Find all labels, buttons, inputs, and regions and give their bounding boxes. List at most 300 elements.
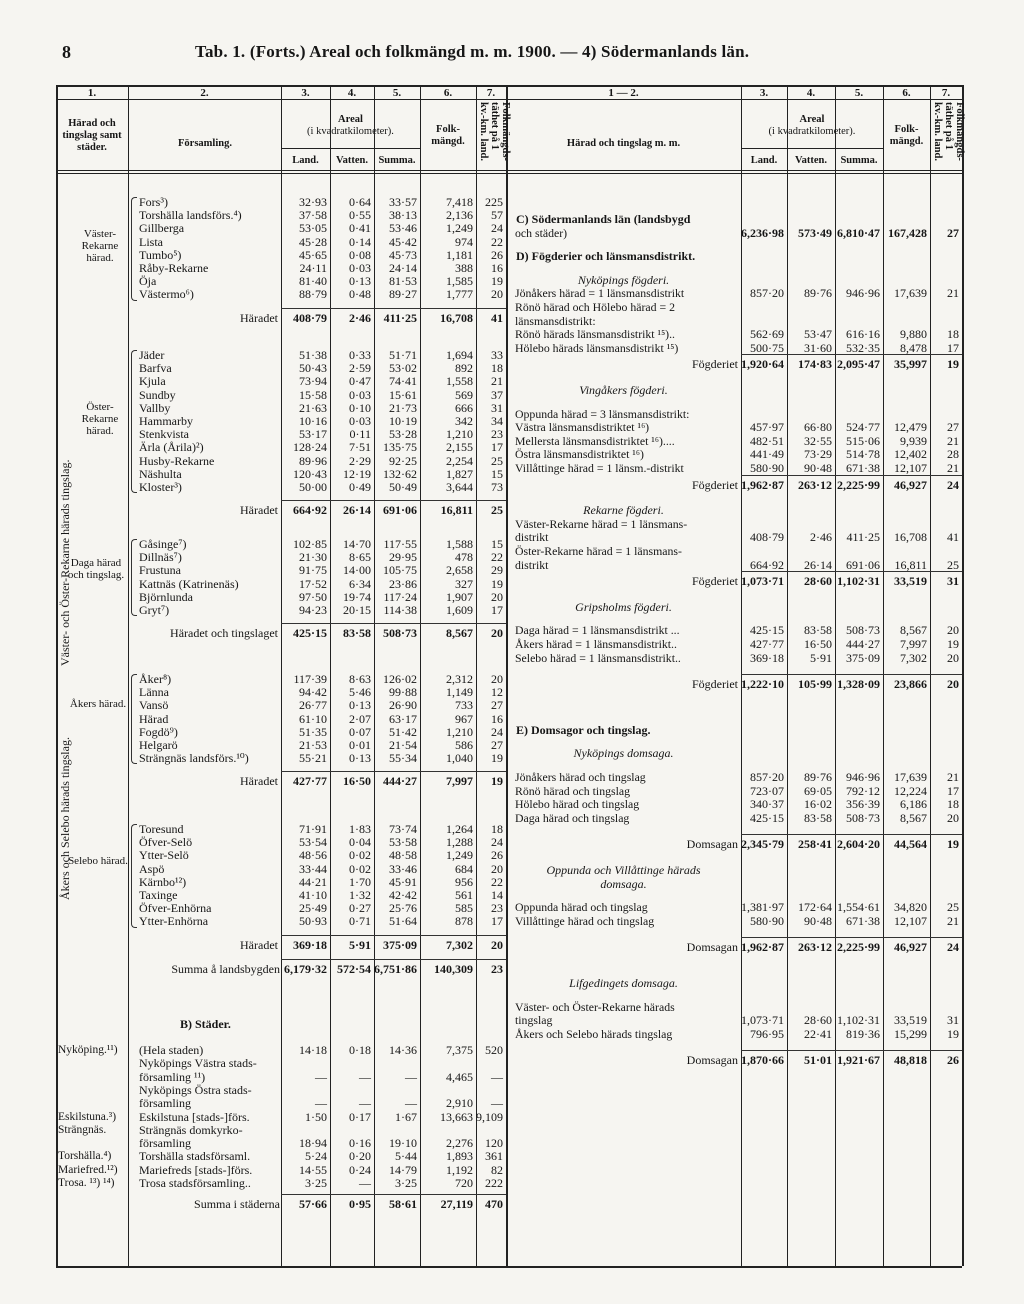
cell-value: 27 bbox=[491, 698, 503, 713]
parish-name: Sundby bbox=[139, 387, 176, 402]
cell-value: 508·73 bbox=[846, 810, 880, 825]
group-brace bbox=[131, 539, 137, 616]
cell-value: 14·70 bbox=[343, 537, 371, 551]
cell-value: 5·91 bbox=[348, 937, 371, 952]
cell-value: 132·62 bbox=[383, 466, 417, 481]
cell-value: 340·37 bbox=[750, 797, 784, 812]
header-rule bbox=[506, 170, 962, 171]
cell-value: 117·55 bbox=[383, 537, 417, 551]
cell-value: 0·10 bbox=[349, 400, 371, 415]
header-summa: Summa. bbox=[378, 155, 416, 166]
district-name: Mellersta länsmansdistriktet ¹⁶).... bbox=[515, 433, 675, 448]
cell-value: 117·39 bbox=[293, 672, 327, 686]
cell-value: 16 bbox=[491, 711, 503, 726]
parish-name: Ytter-Enhörna bbox=[139, 914, 209, 929]
cell-value: 20 bbox=[947, 810, 959, 825]
city-parish: Strängnäs domkyrko- bbox=[139, 1122, 243, 1137]
group-label: Åkers härad. bbox=[69, 698, 127, 711]
cell-value: 92·25 bbox=[389, 453, 417, 468]
parish-name: Fors³) bbox=[139, 195, 168, 209]
header-folkmangd: Folk- mängd. bbox=[889, 124, 924, 147]
cell-value: 33,519 bbox=[894, 574, 927, 589]
cell-value: 32·93 bbox=[299, 195, 327, 209]
cell-value: 14·55 bbox=[299, 1162, 327, 1177]
cell-value: 45·65 bbox=[299, 247, 327, 262]
cell-value: 46,927 bbox=[894, 477, 927, 492]
cell-value: 83·58 bbox=[342, 626, 371, 641]
cell-value: 723·07 bbox=[750, 783, 784, 798]
cell-value: 18·94 bbox=[299, 1136, 327, 1151]
cell-value: 20 bbox=[491, 861, 503, 876]
header-tathet: Folkmängds- täthet på 1 kv.-km. land. bbox=[478, 102, 511, 161]
city-name: Mariefred.¹²) bbox=[58, 1163, 118, 1176]
total-label: Häradet bbox=[240, 937, 278, 952]
column-number: 4. bbox=[806, 87, 816, 99]
column-number: 2. bbox=[200, 87, 209, 99]
cell-value: 411·25 bbox=[383, 310, 417, 325]
tingslag-label-rekarne: Väster- och Öster-Rekarne härads tingslag. bbox=[58, 459, 72, 666]
header-areal: Areal bbox=[799, 114, 825, 125]
cell-value: 664·92 bbox=[750, 557, 784, 572]
cell-value: 31·60 bbox=[804, 340, 832, 355]
cell-value: 24 bbox=[491, 221, 503, 236]
cell-value: 0·03 bbox=[349, 261, 371, 275]
cell-value: 796·95 bbox=[750, 1026, 784, 1041]
cell-value: 9,880 bbox=[900, 327, 927, 342]
cell-value: 21 bbox=[947, 913, 959, 928]
cell-value: 57 bbox=[491, 208, 503, 223]
parish-name: Ärla (Årila)²) bbox=[139, 440, 204, 455]
district-name: Selebo härad = 1 länsmansdistrikt.. bbox=[515, 650, 681, 665]
cell-value: 408·79 bbox=[750, 530, 784, 545]
total-label: Fögderiet bbox=[692, 357, 738, 372]
column-number: 1 — 2. bbox=[608, 87, 639, 99]
cell-value: 21 bbox=[947, 770, 959, 784]
cell-value: 50·00 bbox=[299, 480, 327, 494]
cell-value: 1·50 bbox=[305, 1109, 327, 1124]
total-rule bbox=[741, 834, 962, 835]
cell-value: 572·54 bbox=[336, 962, 371, 976]
cell-value: 1·32 bbox=[349, 888, 371, 902]
header-harad: Härad och tingslag m. m. bbox=[566, 138, 681, 149]
district-name: och städer) bbox=[515, 225, 568, 240]
cell-value: 73·74 bbox=[389, 822, 417, 836]
cell-value: 89·76 bbox=[804, 770, 832, 784]
cell-value: 892 bbox=[455, 361, 473, 376]
cell-value: 26·14 bbox=[804, 557, 832, 572]
cell-value: 31 bbox=[947, 574, 959, 589]
cell-value: 8,478 bbox=[900, 340, 927, 355]
subsection-heading: Gripsholms fögderi. bbox=[575, 599, 672, 614]
city-parish: församling bbox=[139, 1096, 191, 1111]
cell-value: 48·56 bbox=[299, 848, 327, 863]
cell-value: 24 bbox=[491, 835, 503, 850]
cell-value: 1,694 bbox=[446, 348, 473, 362]
city-parish: Trosa stadsförsamling.. bbox=[139, 1176, 251, 1190]
cell-value: 7,997 bbox=[446, 774, 473, 789]
cell-value: 53·17 bbox=[299, 427, 327, 442]
page-title: Tab. 1. (Forts.) Areal och folkmängd m. m. 1900. — 4) Södermanlands län. bbox=[195, 42, 750, 61]
district-name: Hölebo härad och tingslag bbox=[515, 797, 640, 812]
header-summa: Summa. bbox=[840, 155, 878, 166]
header-rule bbox=[56, 99, 506, 100]
cell-value: 22 bbox=[491, 550, 503, 565]
parish-name: Tumbo⁵) bbox=[139, 247, 182, 262]
total-label: Fögderiet bbox=[692, 677, 738, 692]
total-rule bbox=[741, 937, 962, 938]
cell-value: 586 bbox=[455, 738, 473, 752]
section-heading: D) Fögderier och länsmansdistrikt. bbox=[516, 249, 696, 264]
cell-value: 27,119 bbox=[440, 1197, 473, 1212]
cell-value: 470 bbox=[485, 1197, 503, 1212]
cell-value: 0·17 bbox=[349, 1109, 371, 1124]
cell-value: 666 bbox=[455, 400, 473, 415]
cell-value: 2,910 bbox=[446, 1096, 473, 1111]
cell-value: 10·16 bbox=[299, 414, 327, 428]
cell-value: 0·14 bbox=[349, 234, 371, 249]
cell-value: 1,222·10 bbox=[741, 677, 785, 692]
cell-value: 17,639 bbox=[894, 770, 927, 784]
cell-value: 427·77 bbox=[292, 774, 327, 789]
group-brace bbox=[131, 824, 137, 928]
parish-name: Jäder bbox=[139, 348, 165, 362]
cell-value: 27 bbox=[491, 738, 503, 752]
cell-value: 89·76 bbox=[804, 286, 832, 301]
cell-value: 8,567 bbox=[900, 810, 927, 825]
cell-value: 1,609 bbox=[446, 603, 473, 617]
cell-value: 562·69 bbox=[750, 327, 784, 342]
cell-value: 26·14 bbox=[342, 503, 371, 518]
cell-value: 71·91 bbox=[299, 822, 327, 836]
cell-value: 53·54 bbox=[299, 835, 327, 850]
cell-value: 16 bbox=[491, 261, 503, 275]
cell-value: 258·41 bbox=[797, 837, 832, 852]
group-label: Selebo härad. bbox=[68, 854, 128, 867]
cell-value: 857·20 bbox=[750, 286, 784, 301]
cell-value: 51·64 bbox=[389, 914, 417, 929]
parish-name: Gryt⁷) bbox=[139, 603, 170, 617]
cell-value: 1,040 bbox=[446, 751, 473, 766]
column-number: 5. bbox=[392, 87, 402, 99]
cell-value: 63·17 bbox=[389, 711, 417, 726]
cell-value: 28·60 bbox=[804, 1013, 832, 1028]
cell-value: 1,554·61 bbox=[837, 900, 880, 915]
cell-value: 82 bbox=[491, 1162, 503, 1177]
cell-value: 0·95 bbox=[348, 1197, 371, 1212]
district-name: Väster- och Öster-Rekarne härads bbox=[515, 999, 675, 1014]
city-parish: Nyköpings Östra stads- bbox=[139, 1082, 252, 1097]
cell-value: — bbox=[359, 1176, 371, 1190]
cell-value: 22·41 bbox=[804, 1026, 832, 1041]
column-rule bbox=[835, 85, 836, 1266]
cell-value: 15·58 bbox=[299, 387, 327, 402]
parish-name: Härad bbox=[139, 711, 169, 726]
city-parish: (Hela staden) bbox=[139, 1043, 204, 1057]
cell-value: 514·78 bbox=[846, 447, 880, 462]
cell-value: 51·38 bbox=[299, 348, 327, 362]
cell-value: 580·90 bbox=[750, 913, 784, 928]
cell-value: 21 bbox=[947, 461, 959, 475]
cell-value: 946·96 bbox=[846, 286, 880, 301]
cell-value: 128·24 bbox=[293, 440, 327, 455]
cell-value: 2,225·99 bbox=[836, 940, 880, 955]
cell-value: 427·77 bbox=[750, 637, 784, 651]
cell-value: 1,288 bbox=[446, 835, 473, 850]
cell-value: 425·15 bbox=[292, 626, 327, 641]
cell-value: 51·01 bbox=[803, 1053, 832, 1068]
cell-value: 24 bbox=[947, 477, 959, 492]
cell-value: 20 bbox=[947, 650, 959, 665]
subsection-heading: domsaga. bbox=[600, 876, 647, 891]
parish-name: Hammarby bbox=[139, 414, 193, 428]
parish-name: Länna bbox=[139, 685, 169, 700]
cell-value: 4,465 bbox=[446, 1069, 473, 1084]
cell-value: 20 bbox=[491, 937, 503, 952]
parish-name: Råby-Rekarne bbox=[139, 261, 209, 275]
cell-value: 16,708 bbox=[440, 310, 473, 325]
cell-value: 0·49 bbox=[349, 480, 371, 494]
district-name: Jönåkers härad = 1 länsmansdistrikt bbox=[515, 286, 685, 301]
cell-value: 263·12 bbox=[797, 940, 832, 955]
cell-value: 48,818 bbox=[894, 1053, 927, 1068]
column-rule bbox=[883, 85, 884, 1266]
cell-value: 457·97 bbox=[750, 420, 784, 435]
parish-name: Västermo⁶) bbox=[139, 287, 194, 302]
cell-value: 671·38 bbox=[846, 461, 880, 475]
cell-value: 31 bbox=[491, 400, 503, 415]
header-areal: Areal bbox=[338, 114, 363, 125]
cell-value: 520 bbox=[485, 1043, 503, 1057]
cell-value: 7·51 bbox=[349, 440, 371, 455]
cell-value: 21·30 bbox=[299, 550, 327, 565]
cell-value: 2,276 bbox=[446, 1136, 473, 1151]
column-number: 6. bbox=[902, 87, 911, 99]
cell-value: 74·41 bbox=[389, 374, 417, 389]
cell-value: 585 bbox=[455, 901, 473, 916]
cell-value: 524·77 bbox=[846, 420, 880, 435]
group-label: Väster- Rekarne härad. bbox=[81, 227, 119, 264]
cell-value: 12,224 bbox=[894, 783, 927, 798]
cell-value: 441·49 bbox=[750, 447, 784, 462]
cell-value: 9,109 bbox=[476, 1109, 503, 1124]
cell-value: 974 bbox=[455, 234, 473, 249]
total-rule bbox=[741, 674, 962, 675]
cell-value: 8,567 bbox=[446, 626, 473, 641]
subsection-heading: Lifgedingets domsaga. bbox=[569, 976, 678, 990]
cell-value: — bbox=[405, 1069, 417, 1084]
cell-value: 12,479 bbox=[894, 420, 927, 435]
cell-value: 94·23 bbox=[299, 603, 327, 617]
district-name: Daga härad och tingslag bbox=[515, 810, 630, 825]
parish-name: Frustuna bbox=[139, 563, 181, 578]
total-rule bbox=[281, 935, 506, 936]
cell-value: 5·46 bbox=[349, 685, 371, 700]
cell-value: 19 bbox=[947, 637, 959, 651]
cell-value: 28 bbox=[947, 447, 959, 462]
parish-name: Fogdö⁹) bbox=[139, 724, 178, 739]
total-label: Domsagan bbox=[686, 1053, 738, 1068]
cell-value: 26·77 bbox=[299, 698, 327, 713]
cell-value: 1,870·66 bbox=[741, 1053, 785, 1068]
cell-value: 222 bbox=[485, 1176, 503, 1190]
header-land: Land. bbox=[750, 155, 778, 166]
cell-value: 2,658 bbox=[446, 563, 473, 578]
cell-value: 25·76 bbox=[389, 901, 417, 916]
cell-value: 967 bbox=[455, 711, 473, 726]
column-number: 5. bbox=[854, 87, 864, 99]
cell-value: 66·80 bbox=[804, 420, 832, 435]
cell-value: 18 bbox=[491, 361, 503, 376]
cell-value: 45·28 bbox=[299, 234, 327, 249]
cell-value: 83·58 bbox=[804, 623, 832, 638]
district-name: Rönö härad och Hölebo härad = 2 bbox=[515, 300, 675, 314]
cell-value: 8·65 bbox=[349, 550, 371, 565]
summa-stader-rule bbox=[281, 1194, 506, 1195]
cell-value: 16,708 bbox=[894, 530, 927, 545]
column-number: 7. bbox=[486, 87, 496, 99]
parish-name: Kjula bbox=[139, 374, 166, 389]
cell-value: 20 bbox=[947, 677, 959, 692]
cell-value: 500·75 bbox=[750, 340, 784, 355]
cell-value: 102·85 bbox=[293, 537, 327, 551]
cell-value: — bbox=[359, 1069, 371, 1084]
cell-value: 19 bbox=[491, 751, 503, 766]
cell-value: 19 bbox=[491, 576, 503, 591]
cell-value: 126·02 bbox=[383, 672, 417, 686]
district-name: Villåttinge härad och tingslag bbox=[515, 913, 655, 928]
cell-value: 17 bbox=[491, 603, 503, 617]
cell-value: 1,249 bbox=[446, 221, 473, 236]
cell-value: 21·63 bbox=[299, 400, 327, 415]
cell-value: 8·63 bbox=[349, 672, 371, 686]
cell-value: 664·92 bbox=[292, 503, 327, 518]
cell-value: 1,149 bbox=[446, 685, 473, 700]
cell-value: 18 bbox=[491, 822, 503, 836]
cell-value: 0·41 bbox=[349, 221, 371, 236]
section-heading: C) Södermanlands län (landsbygd bbox=[516, 212, 691, 226]
cell-value: 20 bbox=[491, 287, 503, 302]
cell-value: 51·35 bbox=[299, 724, 327, 739]
cell-value: 7,375 bbox=[446, 1043, 473, 1057]
cell-value: 561 bbox=[455, 888, 473, 902]
cell-value: — bbox=[491, 1069, 503, 1084]
header-forsamling: Församling. bbox=[178, 138, 232, 149]
cell-value: 53·02 bbox=[389, 361, 417, 376]
cell-value: 1,381·97 bbox=[741, 900, 784, 915]
cell-value: 0·20 bbox=[349, 1149, 371, 1164]
column-number: 4. bbox=[347, 87, 357, 99]
cell-value: 19 bbox=[947, 837, 959, 852]
cell-value: 99·88 bbox=[389, 685, 417, 700]
cell-value: 1,777 bbox=[446, 287, 473, 302]
cell-value: 44·21 bbox=[299, 874, 327, 889]
cell-value: 32·55 bbox=[804, 433, 832, 448]
district-name: tingslag bbox=[515, 1013, 553, 1028]
cell-value: 1,181 bbox=[446, 247, 473, 262]
cell-value: 26 bbox=[491, 247, 503, 262]
cell-value: 9,939 bbox=[900, 433, 927, 448]
cell-value: 16,811 bbox=[440, 503, 473, 518]
cell-value: 6,186 bbox=[900, 797, 927, 812]
cell-value: 2,604·20 bbox=[836, 837, 880, 852]
cell-value: 0·02 bbox=[349, 848, 371, 863]
cell-value: 2,095·47 bbox=[836, 357, 880, 372]
header-harad: Härad och tingslag samt städer. bbox=[62, 118, 122, 153]
cell-value: 0·02 bbox=[349, 861, 371, 876]
total-label: Häradet och tingslaget bbox=[170, 626, 278, 641]
cell-value: 5·44 bbox=[395, 1149, 417, 1164]
total-rule bbox=[281, 500, 506, 501]
cell-value: 1,073·71 bbox=[741, 574, 785, 589]
cell-value: 33·44 bbox=[299, 861, 327, 876]
cell-value: 12 bbox=[491, 685, 503, 700]
total-rule bbox=[281, 623, 506, 624]
cell-value: 16·50 bbox=[804, 637, 832, 651]
total-label: Häradet bbox=[240, 774, 278, 789]
cell-value: 2·29 bbox=[349, 453, 371, 468]
cell-value: 21 bbox=[947, 433, 959, 448]
cell-value: 22 bbox=[491, 234, 503, 249]
cell-value: 16,811 bbox=[894, 557, 927, 572]
cell-value: 12,107 bbox=[894, 461, 927, 475]
cell-value: 0·55 bbox=[349, 208, 371, 223]
parish-name: Torshälla landsförs.⁴) bbox=[139, 208, 242, 223]
cell-value: 105·75 bbox=[383, 563, 417, 578]
cell-value: 0·08 bbox=[349, 247, 371, 262]
cell-value: 3,644 bbox=[446, 480, 473, 494]
cell-value: 27 bbox=[947, 420, 959, 435]
cell-value: 21 bbox=[491, 374, 503, 389]
cell-value: 17 bbox=[491, 440, 503, 455]
cell-value: 0·71 bbox=[349, 914, 371, 929]
cell-value: 342 bbox=[455, 414, 473, 428]
table-right-edge bbox=[962, 85, 964, 1266]
cell-value: 361 bbox=[485, 1149, 503, 1164]
header-areal-unit: (i kvadratkilometer). bbox=[307, 126, 394, 137]
cell-value: 29 bbox=[491, 563, 503, 578]
district-name: Hölebo härads länsmansdistrikt ¹⁵) bbox=[515, 340, 679, 355]
cell-value: 18 bbox=[947, 327, 959, 342]
parish-name: Toresund bbox=[139, 822, 184, 836]
cell-value: 1,962·87 bbox=[741, 477, 785, 492]
cell-value: 444·27 bbox=[846, 637, 880, 651]
cell-value: 23 bbox=[491, 962, 503, 976]
cell-value: 37 bbox=[491, 387, 503, 402]
cell-value: 172·64 bbox=[798, 900, 832, 915]
cell-value: 6,179·32 bbox=[283, 962, 327, 976]
parish-name: Vansö bbox=[139, 698, 169, 713]
city-parish: Mariefreds [stads-]förs. bbox=[139, 1162, 253, 1177]
district-name: Öster-Rekarne härad = 1 länsmans- bbox=[515, 544, 682, 558]
subsection-heading: Rekarne fögderi. bbox=[583, 503, 664, 518]
cell-value: 0·04 bbox=[349, 835, 371, 850]
cell-value: 24·14 bbox=[389, 261, 417, 275]
cell-value: 38·13 bbox=[389, 208, 417, 223]
cell-value: 1,328·09 bbox=[836, 677, 880, 692]
subsection-heading: Oppunda och Villåttinge härads bbox=[546, 863, 701, 877]
header-areal-unit: (i kvadratkilometer). bbox=[768, 126, 856, 137]
cell-value: 20 bbox=[491, 626, 503, 641]
parish-name: Aspö bbox=[139, 861, 165, 876]
cell-value: 857·20 bbox=[750, 770, 784, 784]
cell-value: 6,236·98 bbox=[741, 225, 785, 240]
cell-value: 15 bbox=[491, 537, 503, 551]
cell-value: 50·43 bbox=[299, 361, 327, 376]
city-parish: församling ¹¹) bbox=[139, 1069, 206, 1084]
cell-value: 616·16 bbox=[846, 327, 880, 342]
district-name: Villåttinge härad = 1 länsm.-distrikt bbox=[515, 461, 684, 475]
cell-value: 45·73 bbox=[389, 247, 417, 262]
